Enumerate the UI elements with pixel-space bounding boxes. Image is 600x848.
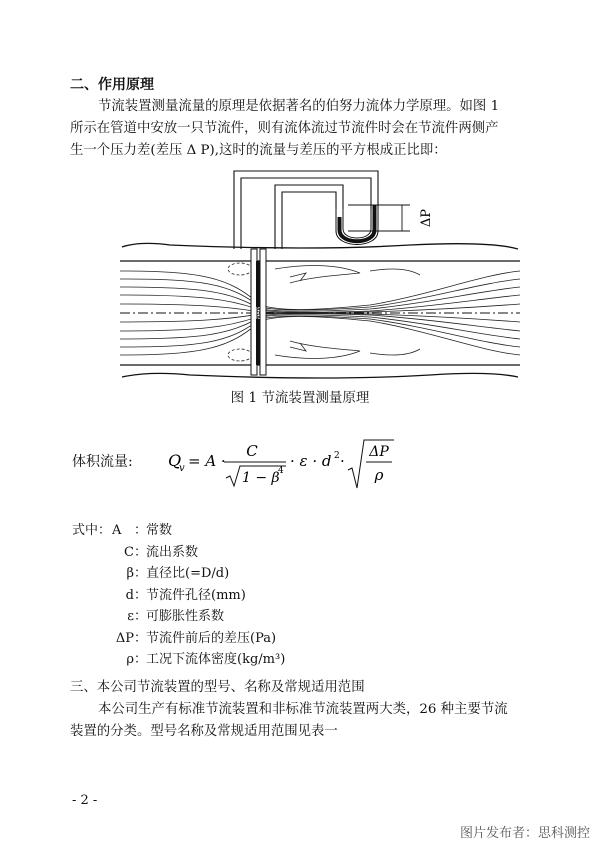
paragraph-line: 所示在管道中安放一只节流件，则有流体流过节流件时会在节流件两侧产 xyxy=(70,121,499,136)
section-heading: 二、作用原理 xyxy=(70,77,154,93)
pipe-wall-bottom-outer xyxy=(122,373,518,378)
orifice-plate-bottom xyxy=(256,319,260,365)
figure-caption: 图 1 节流装置测量原理 xyxy=(230,390,370,406)
section3 xyxy=(70,677,556,743)
formula-label: 体积流量: xyxy=(72,454,133,470)
watermark: 图片发布者：思科测控 xyxy=(459,826,590,841)
u-tube-manometer xyxy=(336,205,378,245)
paragraph-line: 生一个压力差(差压 Δ P),这时的流量与差压的平方根成正比即： xyxy=(70,143,447,158)
formula-q: Q xyxy=(168,451,182,470)
definition-text: 工况下流体密度(kg/m³) xyxy=(146,652,286,667)
dp-indicator xyxy=(348,205,410,231)
definition-row: β ： 直径比(=D/d) xyxy=(72,563,285,585)
orifice-flow-diagram xyxy=(110,165,530,385)
formula-dot: · xyxy=(340,452,345,470)
section-heading: 三、本公司节流装置的型号、名称及常规适用范围 xyxy=(70,680,365,695)
definition-text: 可膨胀性系数 xyxy=(146,609,225,624)
definition-symbol: ρ xyxy=(126,652,134,667)
definition-row: C ： 流出系数 xyxy=(72,542,285,564)
impulse-lines xyxy=(234,171,378,249)
orifice-plate-top xyxy=(256,261,260,307)
dp-label: ΔP xyxy=(419,208,434,228)
paragraph-line: 本公司生产有标准节流装置和非标准节流装置两大类，26 种主要节流 xyxy=(98,702,508,717)
variable-definitions xyxy=(72,520,285,671)
flange-right xyxy=(260,249,266,375)
definition-text: 节流件前后的差压(Pa) xyxy=(146,630,277,646)
definition-text: 流出系数 xyxy=(146,544,199,560)
page-number: - 2 - xyxy=(72,793,98,808)
definition-row: ΔP ： 节流件前后的差压(Pa) xyxy=(72,628,285,650)
formula-mid: · ε · d xyxy=(290,452,332,470)
formula-d-exp: 2 xyxy=(334,451,340,461)
definition-symbol: ε xyxy=(127,609,134,624)
definition-text: 常数 xyxy=(146,523,173,538)
definition-row: ε ： 可膨胀性系数 xyxy=(72,606,285,628)
flow-formula xyxy=(168,436,398,494)
principle-paragraph xyxy=(70,96,556,162)
formula-den-exp: 4 xyxy=(278,466,284,476)
definition-row: ρ ： 工况下流体密度(kg/m³) xyxy=(72,649,285,671)
paragraph-line: 装置的分类。型号名称及常规适用范围见表一 xyxy=(70,724,338,739)
definition-text: 直径比(=D/d) xyxy=(146,566,230,581)
definition-symbol: C xyxy=(124,544,134,560)
definition-row: d ： 节流件孔径(mm) xyxy=(72,585,285,607)
formula-q-sub: v xyxy=(179,463,185,474)
definition-symbol: ΔP xyxy=(115,630,134,646)
definition-row: 式中： A ： 常数 xyxy=(72,520,285,542)
definition-symbol: d xyxy=(125,587,134,603)
definition-symbol: β xyxy=(126,566,134,581)
paragraph-line: 节流装置测量流量的原理是依据著名的伯努力流体力学原理。如图 1 xyxy=(98,99,500,114)
pipe-wall-top-outer xyxy=(122,243,518,249)
formula-rho: ρ xyxy=(374,466,384,484)
definition-text: 节流件孔径(mm) xyxy=(146,587,246,603)
formula-dp: ΔP xyxy=(369,444,389,460)
formula-equals-a: = A · xyxy=(188,452,226,470)
formula-c: C xyxy=(246,442,258,460)
definition-prefix: 式中： xyxy=(72,523,112,538)
definition-symbol: A xyxy=(112,523,122,538)
formula-den: 1 − β xyxy=(242,470,280,486)
